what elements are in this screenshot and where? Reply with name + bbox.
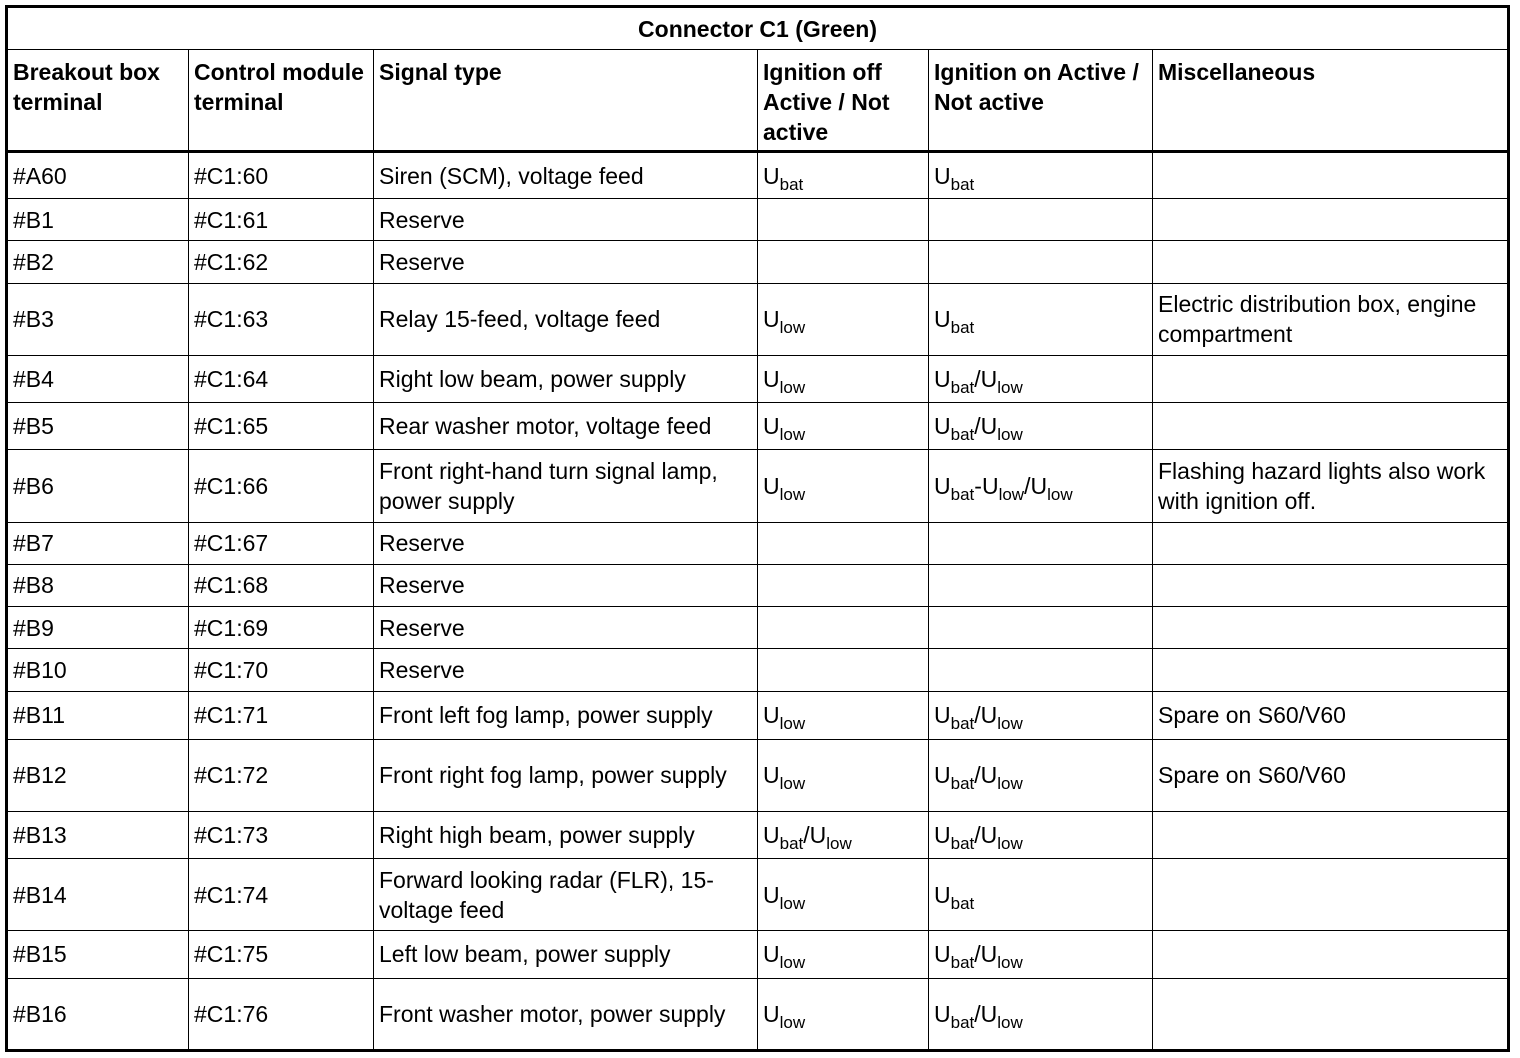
table-row [7, 403, 1509, 450]
table-row [7, 859, 1509, 931]
breakout-terminal-cell: #B1 [7, 199, 189, 241]
miscellaneous-cell [1153, 564, 1509, 606]
header-miscellaneous: Miscellaneous [1153, 50, 1509, 152]
signal-type-cell: Front right fog lamp, power supply [374, 739, 758, 811]
ignition-off-cell [758, 649, 929, 692]
signal-type-cell: Siren (SCM), voltage feed [374, 152, 758, 199]
ignition-on-cell: $U_{bat}/U_{low}$ [929, 403, 1153, 450]
miscellaneous-cell [1153, 355, 1509, 402]
signal-type-cell: Front right-hand turn signal lamp, power supply [374, 450, 758, 522]
miscellaneous-cell [1153, 811, 1509, 858]
breakout-terminal-cell: #A60 [7, 152, 189, 199]
table-row [7, 241, 1509, 283]
ignition-off-cell: $U_{low}$ [758, 859, 929, 931]
ignition-on-cell: $U_{bat}-U_{low}/U_{low}$ [929, 450, 1153, 522]
ignition-on-cell [929, 606, 1153, 648]
breakout-terminal-cell: #B11 [7, 692, 189, 739]
ignition-off-cell: $U_{low}$ [758, 931, 929, 978]
miscellaneous-cell: Spare on S60/V60 [1153, 739, 1509, 811]
control-terminal-cell: #C1:72 [189, 739, 374, 811]
table-row [7, 450, 1509, 522]
control-terminal-cell: #C1:75 [189, 931, 374, 978]
breakout-terminal-cell: #B2 [7, 241, 189, 283]
signal-type-cell: Right high beam, power supply [374, 811, 758, 858]
miscellaneous-cell [1153, 931, 1509, 978]
ignition-off-cell [758, 606, 929, 648]
control-terminal-cell: #C1:63 [189, 283, 374, 355]
ignition-on-cell: $U_{bat}/U_{low}$ [929, 811, 1153, 858]
table-row [7, 199, 1509, 241]
signal-type-cell: Reserve [374, 522, 758, 564]
header-row [7, 50, 1509, 152]
miscellaneous-cell [1153, 152, 1509, 199]
ignition-off-cell: $U_{bat}/U_{low}$ [758, 811, 929, 858]
breakout-terminal-cell: #B9 [7, 606, 189, 648]
signal-type-cell: Reserve [374, 199, 758, 241]
table-row [7, 283, 1509, 355]
breakout-terminal-cell: #B3 [7, 283, 189, 355]
header-signal-type: Signal type [374, 50, 758, 152]
control-terminal-cell: #C1:61 [189, 199, 374, 241]
ignition-on-cell [929, 522, 1153, 564]
header-control-module-terminal: Control module terminal [189, 50, 374, 152]
breakout-terminal-cell: #B6 [7, 450, 189, 522]
miscellaneous-cell [1153, 978, 1509, 1050]
miscellaneous-cell [1153, 403, 1509, 450]
breakout-terminal-cell: #B12 [7, 739, 189, 811]
signal-type-cell: Right low beam, power supply [374, 355, 758, 402]
ignition-on-cell: $U_{bat}/U_{low}$ [929, 355, 1153, 402]
breakout-terminal-cell: #B8 [7, 564, 189, 606]
table-title: Connector C1 (Green) [7, 7, 1509, 50]
title-row [7, 7, 1509, 50]
ignition-on-cell: $U_{bat}$ [929, 859, 1153, 931]
control-terminal-cell: #C1:66 [189, 450, 374, 522]
ignition-off-cell: $U_{low}$ [758, 978, 929, 1050]
control-terminal-cell: #C1:67 [189, 522, 374, 564]
signal-type-cell: Reserve [374, 649, 758, 692]
table-row [7, 692, 1509, 739]
miscellaneous-cell: Flashing hazard lights also work with ignition off. [1153, 450, 1509, 522]
table-row [7, 811, 1509, 858]
table-row [7, 739, 1509, 811]
signal-type-cell: Reserve [374, 606, 758, 648]
control-terminal-cell: #C1:73 [189, 811, 374, 858]
ignition-off-cell [758, 564, 929, 606]
control-terminal-cell: #C1:62 [189, 241, 374, 283]
control-terminal-cell: #C1:70 [189, 649, 374, 692]
control-terminal-cell: #C1:71 [189, 692, 374, 739]
table-row [7, 931, 1509, 978]
table-row [7, 152, 1509, 199]
control-terminal-cell: #C1:65 [189, 403, 374, 450]
signal-type-cell: Front washer motor, power supply [374, 978, 758, 1050]
ignition-off-cell: $U_{low}$ [758, 739, 929, 811]
ignition-off-cell [758, 522, 929, 564]
signal-type-cell: Forward looking radar (FLR), 15-voltage feed [374, 859, 758, 931]
miscellaneous-cell [1153, 606, 1509, 648]
table-row [7, 649, 1509, 692]
table-row [7, 606, 1509, 648]
miscellaneous-cell [1153, 199, 1509, 241]
connector-table [5, 5, 1510, 1052]
breakout-terminal-cell: #B10 [7, 649, 189, 692]
ignition-on-cell: $U_{bat}/U_{low}$ [929, 739, 1153, 811]
ignition-off-cell [758, 199, 929, 241]
control-terminal-cell: #C1:64 [189, 355, 374, 402]
miscellaneous-cell [1153, 522, 1509, 564]
control-terminal-cell: #C1:76 [189, 978, 374, 1050]
breakout-terminal-cell: #B7 [7, 522, 189, 564]
table-row [7, 522, 1509, 564]
breakout-terminal-cell: #B13 [7, 811, 189, 858]
signal-type-cell: Rear washer motor, voltage feed [374, 403, 758, 450]
miscellaneous-cell [1153, 649, 1509, 692]
signal-type-cell: Reserve [374, 564, 758, 606]
ignition-on-cell [929, 199, 1153, 241]
ignition-on-cell: $U_{bat}$ [929, 283, 1153, 355]
table-body [7, 152, 1509, 1051]
ignition-off-cell: $U_{low}$ [758, 355, 929, 402]
control-terminal-cell: #C1:69 [189, 606, 374, 648]
ignition-on-cell: $U_{bat}/U_{low}$ [929, 931, 1153, 978]
ignition-on-cell: $U_{bat}/U_{low}$ [929, 692, 1153, 739]
miscellaneous-cell [1153, 859, 1509, 931]
table-row [7, 978, 1509, 1050]
ignition-on-cell: $U_{bat}/U_{low}$ [929, 978, 1153, 1050]
ignition-off-cell: $U_{low}$ [758, 692, 929, 739]
breakout-terminal-cell: #B4 [7, 355, 189, 402]
miscellaneous-cell: Spare on S60/V60 [1153, 692, 1509, 739]
table-row [7, 355, 1509, 402]
ignition-on-cell [929, 564, 1153, 606]
breakout-terminal-cell: #B15 [7, 931, 189, 978]
ignition-on-cell [929, 649, 1153, 692]
breakout-terminal-cell: #B5 [7, 403, 189, 450]
ignition-on-cell [929, 241, 1153, 283]
header-breakout-box-terminal: Breakout box terminal [7, 50, 189, 152]
signal-type-cell: Relay 15-feed, voltage feed [374, 283, 758, 355]
miscellaneous-cell [1153, 241, 1509, 283]
breakout-terminal-cell: #B14 [7, 859, 189, 931]
table-row [7, 564, 1509, 606]
ignition-off-cell: $U_{low}$ [758, 283, 929, 355]
signal-type-cell: Left low beam, power supply [374, 931, 758, 978]
breakout-terminal-cell: #B16 [7, 978, 189, 1050]
header-ignition-off: Ignition off Active / Not active [758, 50, 929, 152]
ignition-off-cell [758, 241, 929, 283]
miscellaneous-cell: Electric distribution box, engine compartment [1153, 283, 1509, 355]
ignition-off-cell: $U_{low}$ [758, 403, 929, 450]
signal-type-cell: Front left fog lamp, power supply [374, 692, 758, 739]
control-terminal-cell: #C1:68 [189, 564, 374, 606]
control-terminal-cell: #C1:60 [189, 152, 374, 199]
signal-type-cell: Reserve [374, 241, 758, 283]
ignition-off-cell: $U_{low}$ [758, 450, 929, 522]
ignition-on-cell: $U_{bat}$ [929, 152, 1153, 199]
ignition-off-cell: $U_{bat}$ [758, 152, 929, 199]
control-terminal-cell: #C1:74 [189, 859, 374, 931]
header-ignition-on: Ignition on Active / Not active [929, 50, 1153, 152]
